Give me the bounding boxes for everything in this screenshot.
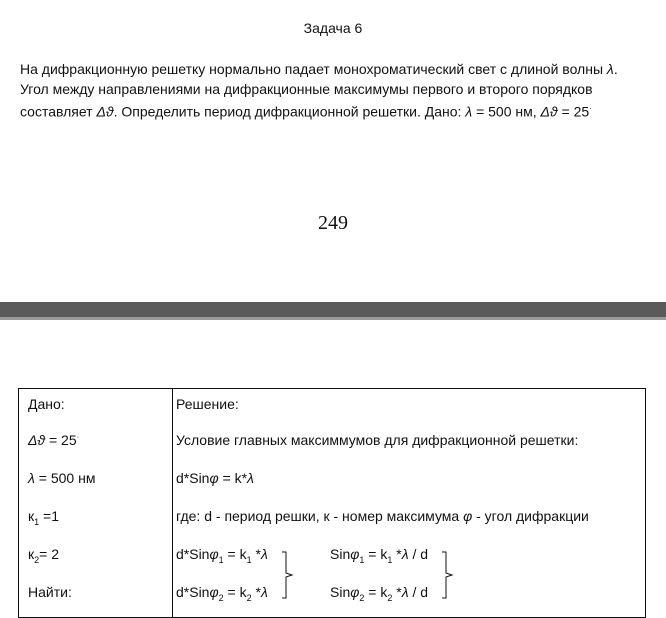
page-separator [0,302,666,317]
sin-equation-1: $Sin\varphi_1 = k_1$ *λ / d [330,546,429,565]
solution-table [18,388,646,618]
given-dtheta: Δϑ = 25· [28,432,80,448]
given-k1: $к_1 =1$ [28,508,59,527]
grating-formula: d*Sinφ = k*λ [176,470,254,486]
given-lambda: λ = 500 нм [28,470,96,486]
brace-right [441,551,455,599]
brace-left [281,551,295,599]
equation-1: $d*Sin\varphi_1 = k_1$ *λ [176,546,268,565]
problem-statement: На дифракционную решетку нормально падает монохроматический свет с длиной волны λ. Угол между направлениями на дифракционные максимумы первого и второго порядков составляет Δϑ. Определить период дифракционной решетки. Дано: λ = 500 нм, Δϑ = 25· [20,61,618,120]
page-number: 249 [318,212,348,234]
where-text: где: d - период решки, к - номер максимума φ - угол дифракции [176,508,589,524]
page-top [0,0,666,302]
solution-header: Решение: [176,396,239,412]
condition-text: Условие главных максиммумов для дифракционной решетки: [176,432,579,448]
task-title: Задача 6 [303,20,363,36]
sin-equation-2: $Sin\varphi_2 = k_2$ *λ / d [330,584,429,603]
equation-2: $d*Sin\varphi_2 = k_2$ *λ [176,584,268,603]
given-k2: $к_2= 2$ [28,546,59,565]
given-header: Дано: [28,396,65,412]
find-label: Найти: [28,584,72,600]
column-divider [172,389,173,617]
